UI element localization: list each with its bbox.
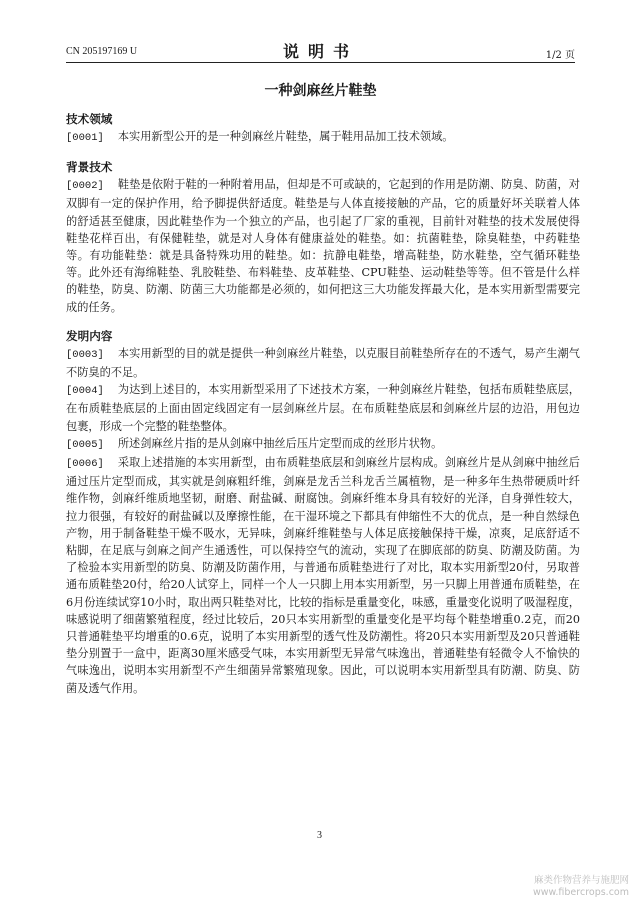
publication-number: CN 205197169 U [66, 46, 138, 57]
paragraph [66, 345, 580, 381]
paragraph-text: 本实用新型公开的是一种剑麻丝片鞋垫，属于鞋用品加工技术领域。 [117, 130, 454, 143]
section-invention-content [66, 328, 580, 697]
page-header [66, 42, 575, 62]
section-heading: 技术领域 [66, 112, 113, 126]
paragraph-text: 为达到上述目的，本实用新型采用了下述技术方案，一种剑麻丝片鞋垫，包括布质鞋垫底层，在布质鞋垫底层的上面由固定线固定有一层剑麻丝片层。在布质鞋垫底层和剑麻丝片层的边沿，用包边包裹，形成一个完整的鞋垫整体。 [66, 383, 580, 433]
page-number: 3 [317, 830, 322, 841]
paragraph-number: [0003] [66, 348, 104, 361]
paragraph-text: 本实用新型的目的就是提供一种剑麻丝片鞋垫，以克服目前鞋垫所存在的不透气，易产生潮气不防臭的不足。 [66, 346, 580, 380]
paragraph [66, 176, 580, 316]
paragraph [66, 435, 580, 454]
paragraph [66, 128, 580, 147]
section-heading: 发明内容 [66, 328, 113, 343]
paragraph-number: [0002] [66, 180, 104, 193]
paragraph-text: 鞋垫是依附于鞋的一种附着用品，但却是不可或缺的，它起到的作用是防潮、防臭、防菌，对双脚有一定的保护作用，给予脚提供舒适度。鞋垫是与人体直接接触的产品，它的质量好坏关联着人体的舒适甚至健康，因此鞋垫作为一个独立的产品，也引起了厂家的重视，目前针对鞋垫的技术发展使得鞋垫花样百出，有保健鞋垫，就是对人身体有健康益处的鞋垫。如：抗菌鞋垫，除臭鞋垫，中药鞋垫等。有功能鞋垫：就是具备特殊功用的鞋垫。如：抗静电鞋垫，增高鞋垫，防水鞋垫，空气循环鞋垫等。此外还有海绵鞋垫、乳胶鞋垫、布料鞋垫、皮革鞋垫、CPU鞋垫、运动鞋垫等等。但不管是什么样的鞋垫，防臭、防潮、防菌三大功能都是必须的，如何把这三大功能发挥最大化，是本实用新型需要完成的任务。 [66, 178, 580, 314]
paragraph-number: [0004] [66, 385, 104, 398]
document-title: 一种剑麻丝片鞋垫 [264, 83, 377, 99]
paragraph [66, 381, 580, 435]
document-body [66, 111, 580, 697]
section-technical-field [66, 111, 580, 147]
paragraph [66, 454, 580, 697]
document-type: 说明书 [282, 42, 358, 61]
paragraph-number: [0006] [66, 458, 104, 471]
watermark [533, 875, 629, 899]
paragraph-number: [0005] [66, 438, 104, 451]
paragraph-text: 所述剑麻丝片指的是从剑麻中抽丝后压片定型而成的丝形片状物。 [117, 436, 443, 450]
section-heading: 背景技术 [66, 160, 113, 175]
watermark-url: www.fibercrops.com [532, 887, 629, 898]
section-background [66, 159, 580, 316]
paragraph-text: 采取上述措施的本实用新型，由布质鞋垫底层和剑麻丝片层构成。剑麻丝片是从剑麻中抽丝后通过压片定型而成，其实就是剑麻粗纤维，剑麻是龙舌兰科龙舌兰属植物，是一种多年生热带硬质叶纤维作物，剑麻纤维质地坚韧，耐磨、耐盐碱、耐腐蚀。剑麻纤维本身具有较好的光泽，自身弹性较大，拉力很强，有较好的耐盐碱以及摩擦性能，在干湿环境之下都具有伸缩性不大的优点，是一种自然绿色产物，用于制备鞋垫干燥不吸水，无异味，剑麻纤维鞋垫与人体足底接触保持干燥，凉爽，足底舒适不粘脚，在足底与剑麻之间产生通透性，可以保持空气的流动，实现了在脚底部的防臭、防潮及防菌。为了检验本实用新型的防臭、防潮及防菌作用，与普通布质鞋垫进行了对比，取本实用新型20付，另取普通布质鞋垫20付，给20人试穿上，同样一个人一只脚上用本实用新型，另一只脚上用普通布质鞋垫，在6月份连续试穿10小时，取出两只鞋垫对比，比较的指标是重量变化，味感，重量变化说明了吸湿程度，味感说明了细菌繁殖程度，经过比较后，20只本实用新型的重量变化是平均每个鞋垫增重0.2克，而20只普通鞋垫平均增重的0.6克，说明了本实用新型的透气性及防潮性。将20只本实用新型及20只普通鞋垫分别置于一盒中，距离30厘米感受气味，本实用新型无异常气味逸出，普通鞋垫有轻微令人不愉快的气味逸出，说明本实用新型不产生细菌异常繁殖现象。因此，可以说明本实用新型具有防潮、防臭、防菌及透气作用。 [66, 456, 580, 695]
page-indicator: 1/2 页 [545, 50, 575, 61]
paragraph-number: [0001] [66, 132, 104, 144]
header-divider [66, 62, 575, 63]
watermark-site-name: 麻类作物营养与施肥网 [533, 875, 629, 886]
